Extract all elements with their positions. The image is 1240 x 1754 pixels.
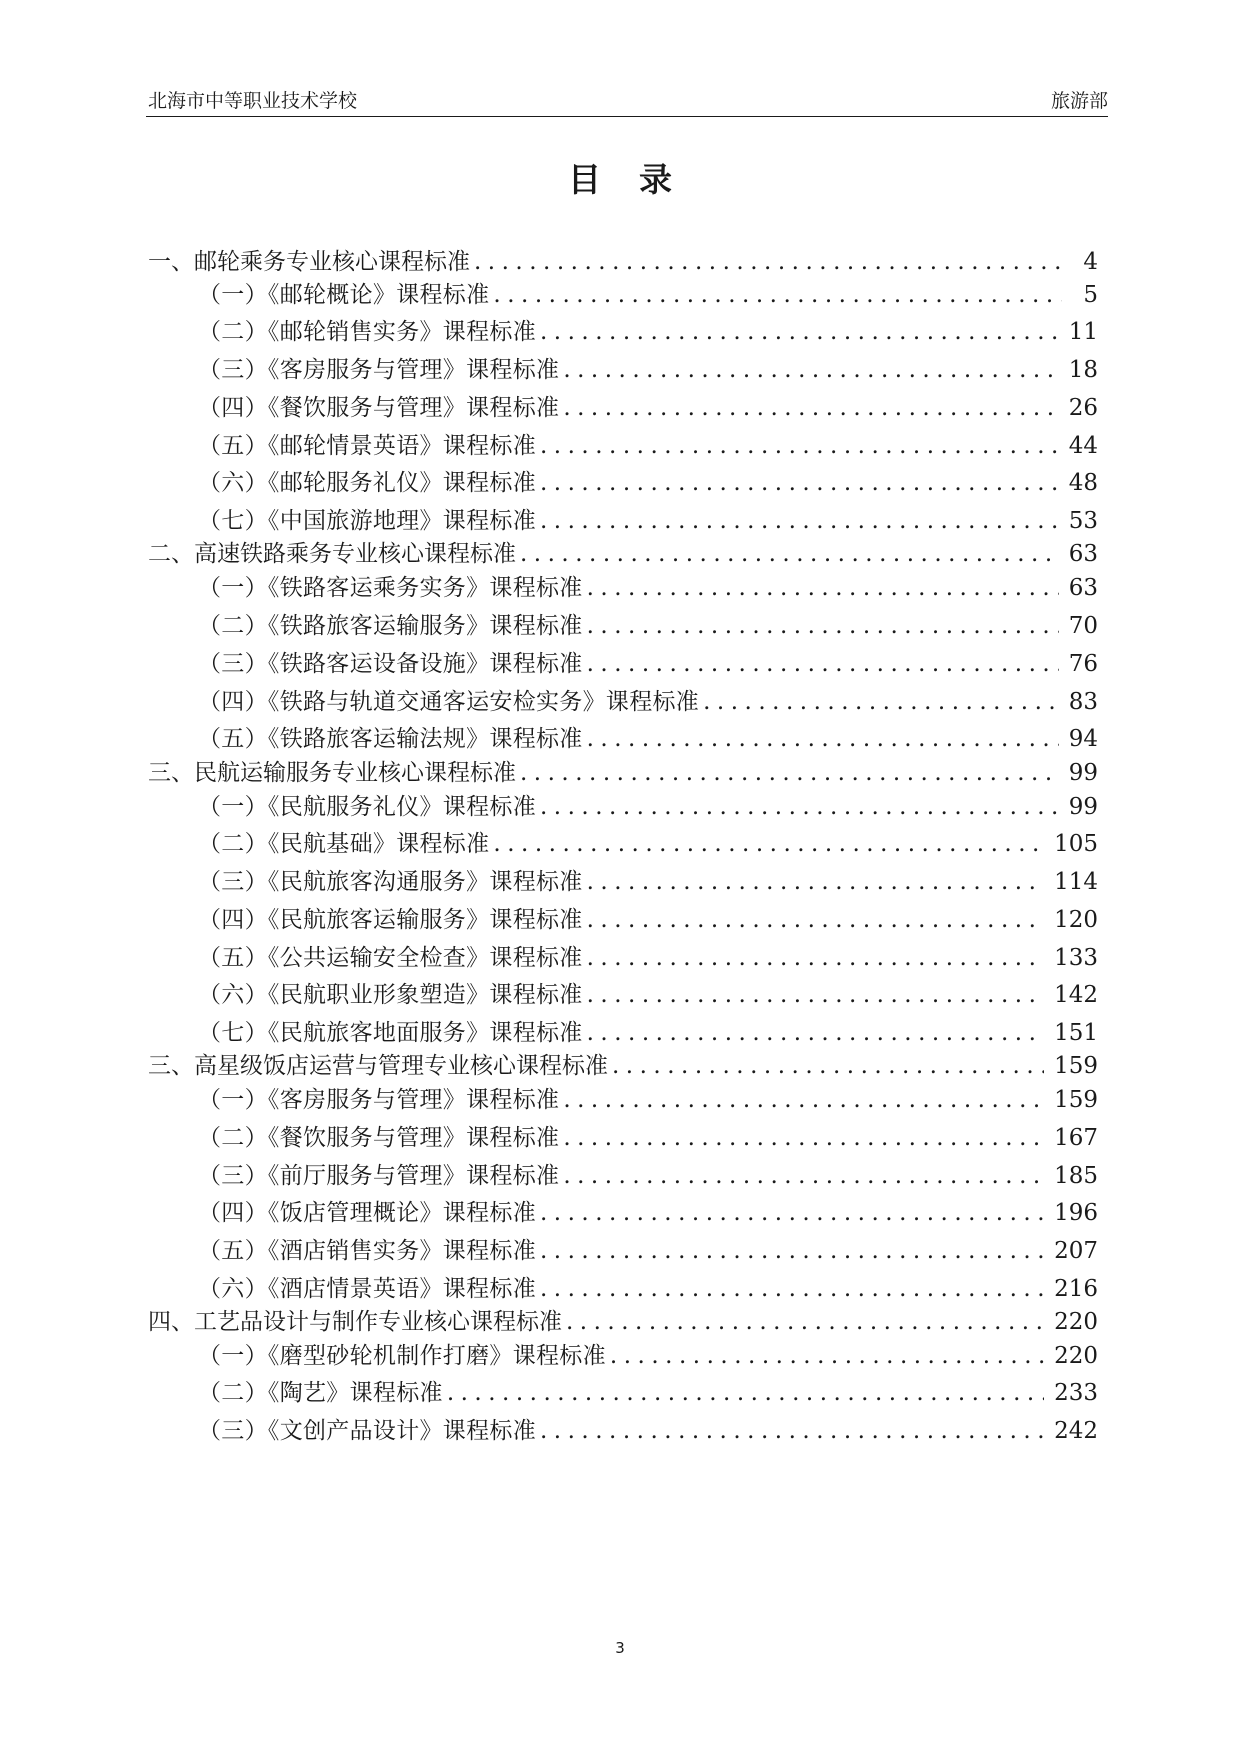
toc-entry-page-number: 216 <box>1054 1276 1098 1302</box>
toc-entry-page-number: 120 <box>1054 907 1098 933</box>
toc-entry-label: （三）《前厅服务与管理》课程标准 <box>198 1163 560 1189</box>
toc-entry-label: （七）《民航旅客地面服务》课程标准 <box>198 1020 583 1046</box>
toc-subsection-entry[interactable] <box>198 1197 1098 1229</box>
toc-entry-label: 三、高星级饭店运营与管理专业核心课程标准 <box>148 1053 608 1079</box>
toc-subsection-entry[interactable] <box>198 430 1098 462</box>
toc-entry-label: （五）《酒店销售实务》课程标准 <box>198 1238 536 1264</box>
toc-subsection-entry[interactable] <box>198 354 1098 386</box>
toc-subsection-entry[interactable] <box>198 572 1098 604</box>
toc-entry-label: （五）《邮轮情景英语》课程标准 <box>198 433 536 459</box>
toc-entry-page-number: 18 <box>1068 357 1098 383</box>
toc-dot-leader <box>566 1306 1044 1338</box>
toc-entry-page-number: 99 <box>1068 760 1098 786</box>
toc-dot-leader <box>540 316 1059 348</box>
toc-dot-leader <box>587 572 1059 604</box>
toc-entry-page-number: 76 <box>1068 651 1098 677</box>
toc-entry-label: 二、高速铁路乘务专业核心课程标准 <box>148 541 516 567</box>
toc-dot-leader <box>563 1084 1044 1116</box>
toc-entry-page-number: 99 <box>1068 794 1098 820</box>
toc-section-entry[interactable] <box>148 538 1098 570</box>
toc-dot-leader <box>587 904 1044 936</box>
toc-entry-page-number: 5 <box>1083 282 1098 308</box>
toc-entry-page-number: 220 <box>1054 1343 1098 1369</box>
toc-section-entry[interactable] <box>148 246 1098 278</box>
toc-dot-leader <box>540 430 1059 462</box>
toc-entry-label: （四）《饭店管理概论》课程标准 <box>198 1200 536 1226</box>
toc-entry-label: 一、邮轮乘务专业核心课程标准 <box>148 249 470 275</box>
toc-entry-page-number: 185 <box>1054 1163 1098 1189</box>
toc-entry-page-number: 159 <box>1054 1053 1098 1079</box>
toc-subsection-entry[interactable] <box>198 1017 1098 1049</box>
toc-entry-label: 四、工艺品设计与制作专业核心课程标准 <box>148 1309 562 1335</box>
toc-entry-label: （四）《餐饮服务与管理》课程标准 <box>198 395 560 421</box>
page-title-char-2: 录 <box>639 160 672 199</box>
toc-entry-page-number: 44 <box>1068 433 1098 459</box>
toc-entry-page-number: 114 <box>1054 869 1098 895</box>
toc-entry-label: （七）《中国旅游地理》课程标准 <box>198 508 536 534</box>
header-school-name: 北海市中等职业技术学校 <box>148 90 358 112</box>
toc-subsection-entry[interactable] <box>198 791 1098 823</box>
toc-dot-leader <box>563 392 1058 424</box>
toc-subsection-entry[interactable] <box>198 1235 1098 1267</box>
toc-entry-page-number: 159 <box>1054 1087 1098 1113</box>
footer-page-number: 3 <box>615 1639 625 1657</box>
toc-dot-leader <box>587 1017 1044 1049</box>
toc-subsection-entry[interactable] <box>198 942 1098 974</box>
toc-entry-label: （六）《酒店情景英语》课程标准 <box>198 1276 536 1302</box>
header-divider <box>146 116 1108 117</box>
toc-subsection-entry[interactable] <box>198 279 1098 311</box>
toc-entry-label: （一）《磨型砂轮机制作打磨》课程标准 <box>198 1343 606 1369</box>
toc-entry-page-number: 207 <box>1054 1238 1098 1264</box>
toc-entry-label: （二）《铁路旅客运输服务》课程标准 <box>198 613 583 639</box>
toc-dot-leader <box>587 610 1059 642</box>
toc-dot-leader <box>493 279 1062 311</box>
toc-entry-page-number: 233 <box>1054 1380 1098 1406</box>
toc-entry-label: （四）《铁路与轨道交通客运安检实务》课程标准 <box>198 689 700 715</box>
page-title <box>0 158 1240 202</box>
toc-subsection-entry[interactable] <box>198 610 1098 642</box>
toc-dot-leader <box>703 686 1059 718</box>
toc-entry-page-number: 63 <box>1068 575 1098 601</box>
toc-entry-label: （二）《陶艺》课程标准 <box>198 1380 443 1406</box>
toc-dot-leader <box>520 538 1059 570</box>
toc-entry-page-number: 151 <box>1054 1020 1098 1046</box>
toc-entry-label: （五）《公共运输安全检查》课程标准 <box>198 945 583 971</box>
toc-entry-label: （三）《铁路客运设备设施》课程标准 <box>198 651 583 677</box>
toc-dot-leader <box>540 791 1059 823</box>
toc-subsection-entry[interactable] <box>198 828 1098 860</box>
toc-dot-leader <box>540 1197 1044 1229</box>
toc-subsection-entry[interactable] <box>198 866 1098 898</box>
toc-dot-leader <box>587 866 1044 898</box>
toc-entry-page-number: 242 <box>1054 1418 1098 1444</box>
toc-dot-leader <box>563 1160 1044 1192</box>
toc-dot-leader <box>587 979 1044 1011</box>
toc-subsection-entry[interactable] <box>198 505 1098 537</box>
toc-subsection-entry[interactable] <box>198 1273 1098 1305</box>
toc-entry-label: （二）《民航基础》课程标准 <box>198 831 490 857</box>
toc-entry-label: （六）《民航职业形象塑造》课程标准 <box>198 982 583 1008</box>
toc-dot-leader <box>612 1050 1044 1082</box>
toc-dot-leader <box>520 757 1059 789</box>
toc-entry-page-number: 63 <box>1068 541 1098 567</box>
toc-entry-label: （六）《邮轮服务礼仪》课程标准 <box>198 470 536 496</box>
toc-section-entry[interactable] <box>148 1050 1098 1082</box>
toc-subsection-entry[interactable] <box>198 392 1098 424</box>
page-title-char-1: 目 <box>568 160 601 199</box>
toc-entry-page-number: 142 <box>1054 982 1098 1008</box>
toc-subsection-entry[interactable] <box>198 1160 1098 1192</box>
toc-subsection-entry[interactable] <box>198 979 1098 1011</box>
toc-dot-leader <box>540 505 1059 537</box>
toc-dot-leader <box>540 467 1059 499</box>
toc-dot-leader <box>493 828 1044 860</box>
header-department: 旅游部 <box>1050 90 1108 112</box>
toc-section-entry[interactable] <box>148 1306 1098 1338</box>
toc-dot-leader <box>610 1340 1044 1372</box>
toc-entry-page-number: 133 <box>1054 945 1098 971</box>
toc-dot-leader <box>540 1235 1044 1267</box>
toc-subsection-entry[interactable] <box>198 648 1098 680</box>
toc-subsection-entry[interactable] <box>198 1377 1098 1409</box>
toc-entry-page-number: 70 <box>1068 613 1098 639</box>
toc-subsection-entry[interactable] <box>198 316 1098 348</box>
toc-entry-page-number: 196 <box>1054 1200 1098 1226</box>
toc-dot-leader <box>587 723 1059 755</box>
toc-entry-page-number: 26 <box>1068 395 1098 421</box>
toc-subsection-entry[interactable] <box>198 686 1098 718</box>
toc-entry-page-number: 53 <box>1068 508 1098 534</box>
toc-entry-label: （一）《客房服务与管理》课程标准 <box>198 1087 560 1113</box>
toc-entry-label: （五）《铁路旅客运输法规》课程标准 <box>198 726 583 752</box>
toc-subsection-entry[interactable] <box>198 1084 1098 1116</box>
toc-subsection-entry[interactable] <box>198 1122 1098 1154</box>
toc-entry-label: （四）《民航旅客运输服务》课程标准 <box>198 907 583 933</box>
toc-dot-leader <box>447 1377 1044 1409</box>
toc-entry-label: （一）《铁路客运乘务实务》课程标准 <box>198 575 583 601</box>
toc-entry-page-number: 220 <box>1054 1309 1098 1335</box>
toc-subsection-entry[interactable] <box>198 1415 1098 1447</box>
toc-subsection-entry[interactable] <box>198 1340 1098 1372</box>
toc-dot-leader <box>540 1273 1044 1305</box>
toc-entry-page-number: 11 <box>1068 319 1098 345</box>
toc-subsection-entry[interactable] <box>198 467 1098 499</box>
toc-entry-page-number: 48 <box>1068 470 1098 496</box>
toc-entry-page-number: 4 <box>1083 249 1098 275</box>
toc-entry-label: （三）《文创产品设计》课程标准 <box>198 1418 536 1444</box>
toc-entry-label: （一）《邮轮概论》课程标准 <box>198 282 490 308</box>
toc-dot-leader <box>563 354 1058 386</box>
toc-entry-label: 三、民航运输服务专业核心课程标准 <box>148 760 516 786</box>
toc-entry-label: （二）《餐饮服务与管理》课程标准 <box>198 1125 560 1151</box>
toc-entry-label: （三）《客房服务与管理》课程标准 <box>198 357 560 383</box>
toc-dot-leader <box>540 1415 1044 1447</box>
toc-subsection-entry[interactable] <box>198 904 1098 936</box>
toc-entry-label: （三）《民航旅客沟通服务》课程标准 <box>198 869 583 895</box>
toc-entry-page-number: 83 <box>1068 689 1098 715</box>
toc-entry-page-number: 105 <box>1054 831 1098 857</box>
page-header <box>148 86 1108 116</box>
toc-subsection-entry[interactable] <box>198 723 1098 755</box>
toc-dot-leader <box>587 942 1044 974</box>
toc-entry-page-number: 167 <box>1054 1125 1098 1151</box>
toc-dot-leader <box>474 246 1062 278</box>
toc-dot-leader <box>563 1122 1044 1154</box>
toc-dot-leader <box>587 648 1059 680</box>
toc-entry-label: （一）《民航服务礼仪》课程标准 <box>198 794 536 820</box>
toc-section-entry[interactable] <box>148 757 1098 789</box>
toc-entry-page-number: 94 <box>1068 726 1098 752</box>
toc-entry-label: （二）《邮轮销售实务》课程标准 <box>198 319 536 345</box>
